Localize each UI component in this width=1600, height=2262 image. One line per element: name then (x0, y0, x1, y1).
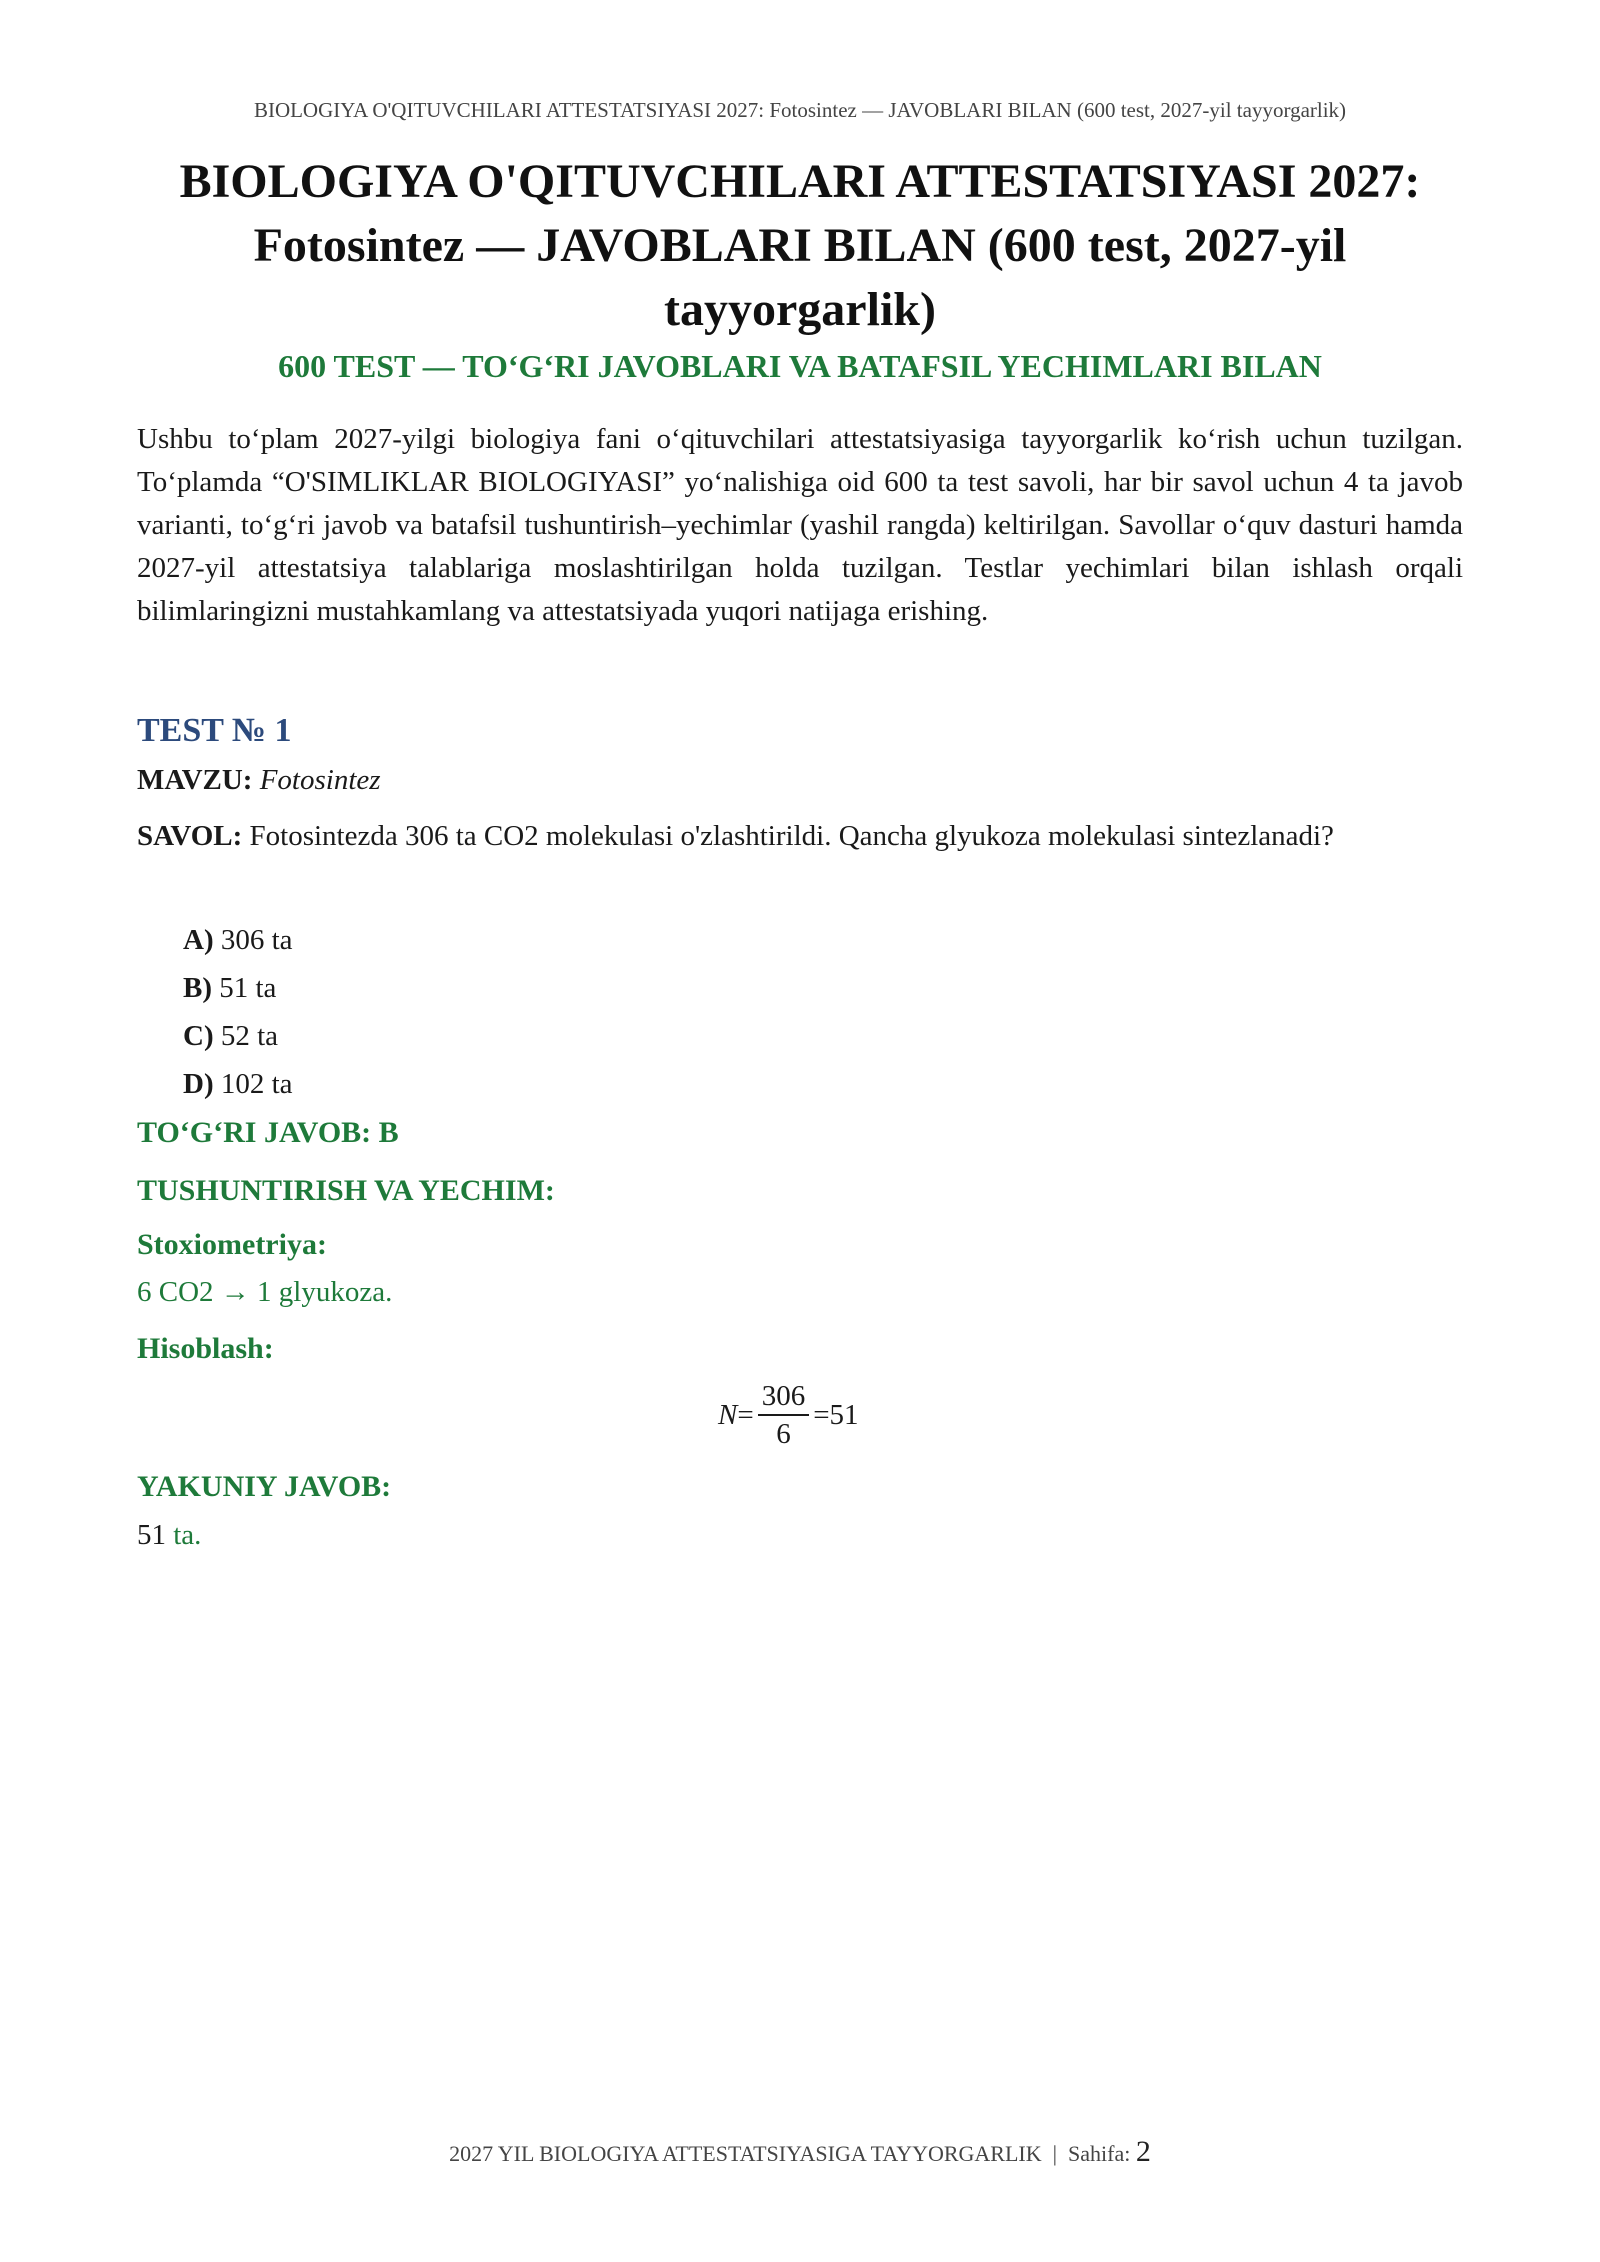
question (137, 815, 1357, 858)
topic-value: Fotosintez (259, 764, 381, 796)
correct-answer: TO‘G‘RI JAVOB: B (137, 1116, 399, 1149)
option-letter: B) (183, 972, 212, 1004)
fraction-denominator: 6 (776, 1418, 791, 1450)
option-letter: D) (183, 1068, 214, 1100)
fraction-numerator: 306 (758, 1378, 810, 1416)
explanation-heading: TUSHUNTIRISH VA YECHIM: (137, 1174, 555, 1207)
page-footer (0, 2135, 1600, 2169)
final-answer-unit: ta. (173, 1519, 202, 1551)
option-c (183, 1012, 293, 1060)
option-text: 52 ta (220, 1020, 279, 1052)
calculation-heading: Hisoblash: (137, 1332, 274, 1365)
stoichiometry-text: 6 CO2 → 1 glyukoza. (137, 1276, 393, 1308)
answer-options (183, 916, 293, 1108)
footer-page-label: Sahifa: (1068, 2141, 1131, 2166)
document-subtitle: 600 TEST — TO‘G‘RI JAVOBLARI VA BATAFSIL YECHIMLARI BILAN (278, 348, 1322, 384)
topic-label: MAVZU: (137, 764, 253, 796)
option-letter: A) (183, 924, 214, 956)
formula-result: =51 (813, 1398, 859, 1431)
option-letter: C) (183, 1020, 214, 1052)
stoichiometry-heading: Stoxiometriya: (137, 1228, 327, 1261)
question-text: Fotosintezda 306 ta CO2 molekulasi o'zlashtirildi. Qancha glyukoza molekulasi sintezlanadi? (249, 820, 1334, 852)
option-b (183, 964, 293, 1012)
calculation-formula (718, 1378, 859, 1452)
final-answer (137, 1519, 201, 1552)
final-answer-heading: YAKUNIY JAVOB: (137, 1470, 392, 1503)
option-text: 51 ta (219, 972, 277, 1004)
title-line: BIOLOGIYA O'QITUVCHILARI ATTESTATSIYASI 2027: (179, 155, 1421, 208)
option-text: 102 ta (220, 1068, 293, 1100)
option-text: 306 ta (220, 924, 293, 956)
title-line: Fotosintez — JAVOBLARI BILAN (600 test, 2027-yil (253, 219, 1347, 272)
final-answer-value: 51 (137, 1519, 166, 1551)
footer-text: 2027 YIL BIOLOGIYA ATTESTATSIYASIGA TAYYORGARLIK (449, 2141, 1042, 2166)
footer-separator: | (1052, 2141, 1058, 2166)
option-d (183, 1060, 293, 1108)
page-number: 2 (1135, 2135, 1151, 2168)
intro-paragraph: Ushbu to‘plam 2027-yilgi biologiya fani o‘qituvchilari attestatsiyasiga tayyorgarlik ko‘rish uchun tuzilgan. To‘plamda “O'SIMLIKLAR BIOLOGIYASI” yo‘nalishiga oid 600 ta test savoli, har bir savol uchun 4 ta javob varianti, to‘g‘ri javob va batafsil tushuntirish–yechimlar (yashil rangda) keltirilgan. Savollar o‘quv dasturi hamda 2027-yil attestatsiya talablariga moslashtirilgan holda tuzilgan. Testlar yechimlari bilan ishlash orqali bilimlaringizni mustahkamlang va attestatsiyada yuqori natijaga erishing. (137, 423, 1463, 627)
running-header: BIOLOGIYA O'QITUVCHILARI ATTESTATSIYASI 2027: Fotosintez — JAVOBLARI BILAN (600 test, 2027-yil tayyorgarlik) (253, 98, 1347, 122)
formula-equals: = (737, 1398, 754, 1431)
document-title (120, 150, 1480, 342)
formula-fraction (758, 1378, 810, 1452)
option-a (183, 916, 293, 964)
topic-line (137, 764, 381, 797)
question-label: SAVOL: (137, 820, 243, 852)
formula-variable: N (718, 1398, 738, 1431)
title-line: tayyorgarlik) (664, 283, 936, 336)
test-title: TEST № 1 (137, 712, 292, 749)
